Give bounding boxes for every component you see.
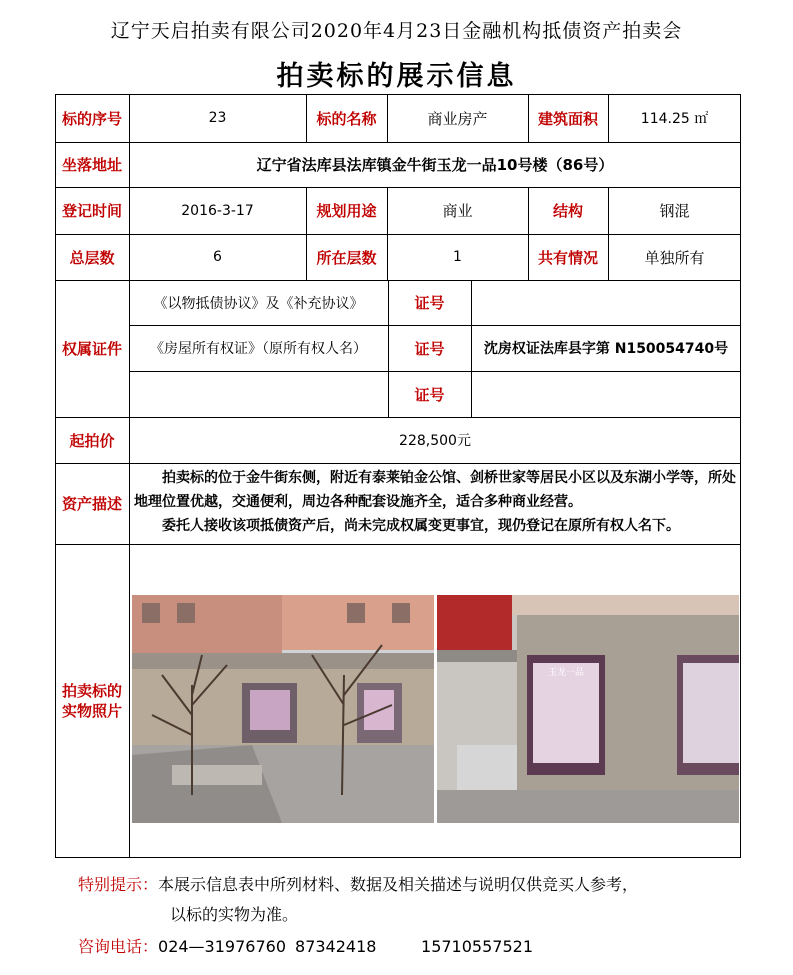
structure-label: 结构 <box>552 202 583 220</box>
lot-no-label: 标的序号 <box>61 109 122 128</box>
area-value: 114.25 ㎡ <box>640 111 709 127</box>
cert-no-2: 沈房权证法库县字第 N150054740号 <box>483 341 729 357</box>
special-notice <box>78 870 639 924</box>
cert-no-3 <box>471 371 741 417</box>
photo-label-text: 拍卖标的实物照片 <box>61 682 122 720</box>
page-title: 拍卖标的展示信息 <box>276 61 517 92</box>
lot-name-label: 标的名称 <box>316 109 377 128</box>
floors-value: 6 <box>213 249 222 265</box>
reg-time-label: 登记时间 <box>61 202 122 220</box>
cert-doc-3 <box>129 371 388 417</box>
location-value: 辽宁省法库县法库镇金牛街玉龙一品10号楼（86号） <box>256 156 614 174</box>
floors-label: 总层数 <box>69 248 115 267</box>
structure-value: 钢混 <box>659 202 690 220</box>
start-price-label: 起拍价 <box>69 431 115 450</box>
usage-label: 规划用途 <box>316 202 377 220</box>
notice-label: 特别提示： <box>78 875 159 894</box>
cert-doc-2: 《房屋所有权证》（原所有权人名） <box>150 341 367 357</box>
contact-label: 咨询电话： <box>78 937 159 956</box>
contact-phones <box>78 934 533 957</box>
desc-paragraph-1: 拍卖标的位于金牛街东侧，附近有泰莱铂金公馆、剑桥世家等居民小区以及东湖小学等，所处地理位置优越，交通便利，周边各种配套设施齐全，适合多种商业经营。 <box>134 470 736 510</box>
area-label: 建筑面积 <box>537 109 598 128</box>
floor-at-value: 1 <box>453 249 462 265</box>
cert-doc-1: 《以物抵债协议》及《补充协议》 <box>153 295 364 312</box>
phone-3: 15710557521 <box>421 937 533 956</box>
cert-no-label-3: 证号 <box>414 385 445 404</box>
notice-line-2: 以标的实物为准。 <box>170 905 299 924</box>
start-price-value: 228,500元 <box>399 433 471 449</box>
property-photo-2 <box>437 595 739 823</box>
lot-no-value: 23 <box>208 110 227 126</box>
desc-label: 资产描述 <box>61 495 122 513</box>
phone-1: 024—31976760 <box>158 937 286 956</box>
shop-sign-text: 玉龙一品 <box>547 668 585 678</box>
cert-no-label-1: 证号 <box>414 294 445 312</box>
reg-time-value: 2016-3-17 <box>181 202 254 219</box>
cert-no-label-2: 证号 <box>414 339 445 358</box>
ownership-type-label: 共有情况 <box>537 248 598 267</box>
notice-line-1: 本展示信息表中所列材料、数据及相关描述与说明仅供竞买人参考， <box>158 875 639 894</box>
property-photo-1 <box>132 595 434 823</box>
asset-description <box>134 466 738 538</box>
location-label: 坐落地址 <box>61 156 122 174</box>
cert-label: 权属证件 <box>61 340 122 358</box>
phone-2: 87342418 <box>295 937 377 956</box>
cert-no-1 <box>471 280 741 325</box>
desc-paragraph-2: 委托人接收该项抵债资产后，尚未完成权属变更事宜，现仍登记在原所有权人名下。 <box>162 518 680 534</box>
ownership-type-value: 单独所有 <box>644 248 705 267</box>
floor-at-label: 所在层数 <box>316 248 377 267</box>
usage-value: 商业 <box>442 202 473 220</box>
auction-subtitle: 辽宁天启拍卖有限公司2020年4月23日金融机构抵债资产拍卖会 <box>110 20 683 42</box>
photo-label <box>55 544 129 858</box>
lot-name-value: 商业房产 <box>427 109 488 128</box>
